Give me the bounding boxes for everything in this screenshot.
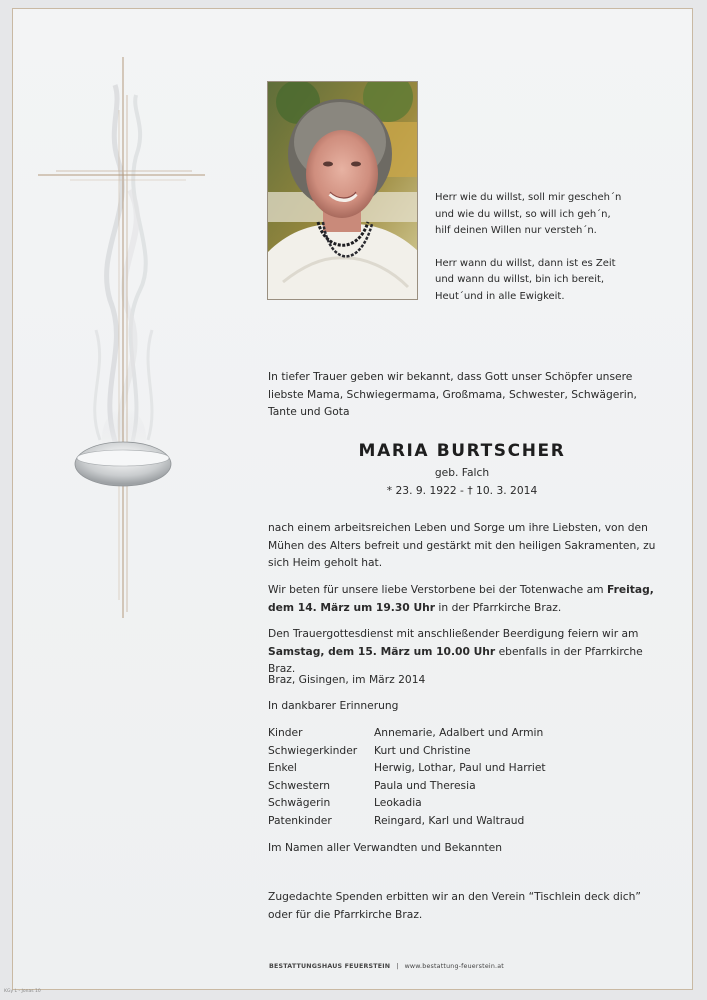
footer-firm: BESTATTUNGSHAUS FEUERSTEIN xyxy=(269,963,391,970)
family-row xyxy=(268,724,546,742)
closing-line xyxy=(268,839,658,857)
closing-text: Im Namen aller Verwandten und Bekannten xyxy=(268,841,503,854)
funeral-date: Samstag, dem 15. März um 10.00 Uhr xyxy=(268,644,496,658)
poem xyxy=(435,190,675,321)
family-row xyxy=(268,759,546,777)
family-relation: Schwiegerkinder xyxy=(268,743,358,757)
family-relation: Patenkinder xyxy=(268,813,332,827)
footer-website: www.bestattung-feuerstein.at xyxy=(404,963,504,970)
family-names: Paula und Theresia xyxy=(374,778,476,792)
memory-text: In dankbarer Erinnerung xyxy=(268,699,399,712)
place-date-text: Braz, Gisingen, im März 2014 xyxy=(268,673,426,686)
family-names: Leokadia xyxy=(374,796,422,810)
family-names: Annemarie, Adalbert und Armin xyxy=(374,726,544,739)
family-relation: Schwägerin xyxy=(268,796,331,810)
family-names: Herwig, Lothar, Paul und Harriet xyxy=(374,761,546,775)
family-row xyxy=(268,794,546,812)
donations-note xyxy=(268,888,658,923)
donations-text: Zugedachte Spenden erbitten wir an den Verein “Tischlein deck dich” oder für die Pfarrkirche Braz. xyxy=(268,890,641,921)
vigil-date: Freitag, dem 14. März um 19.30 Uhr xyxy=(268,583,654,614)
funeral-pre: Den Trauergottesdienst mit anschließender Beerdigung feiern wir am xyxy=(268,627,639,640)
life-dates: * 23. 9. 1922 - † 10. 3. 2014 xyxy=(386,484,538,497)
funeral-text xyxy=(268,625,658,678)
portrait-photo xyxy=(267,81,418,300)
poem-stanza-2: Herr wann du willst, dann ist es Zeit und wann du willst, bin ich bereit, Heut´und in alle Ewigkeit. xyxy=(435,257,616,302)
poem-stanza-1: Herr wie du willst, soll mir gescheh´n und wie du willst, so will ich geh´n, hilf deinen Willen nur versteh´n. xyxy=(435,192,622,236)
family-names: Kurt und Christine xyxy=(374,743,471,757)
family-relation: Enkel xyxy=(268,761,297,775)
vigil-text xyxy=(268,581,658,616)
intro-paragraph: In tiefer Trauer geben wir bekannt, dass Gott unser Schöpfer unsere liebste Mama, Schwiegermama, Großmama, Schwester, Schwägerin, Tante und Gota xyxy=(268,370,637,418)
body-paragraph: nach einem arbeitsreichen Leben und Sorge um ihre Liebsten, von den Mühen des Alters befreit und gestärkt mit den heiligen Sakramenten, zu sich Heim geholt hat. xyxy=(268,521,656,569)
family-names: Reingard, Karl und Waltraud xyxy=(374,813,525,827)
intro-text xyxy=(268,368,658,421)
corner-note: KGy L - Jonas 10 xyxy=(4,989,41,994)
family-list xyxy=(268,724,546,830)
footer-separator: | xyxy=(396,963,399,970)
vigil-pre: Wir beten für unsere liebe Verstorbene bei der Totenwache am xyxy=(268,583,607,596)
place-date xyxy=(268,671,658,689)
vigil-post: in der Pfarrkirche Braz. xyxy=(435,600,562,614)
family-row xyxy=(268,742,546,760)
memory-line xyxy=(268,697,658,715)
body-text xyxy=(268,519,658,572)
footer xyxy=(269,963,504,970)
funeral-post: ebenfalls in der Pfarrkirche Braz. xyxy=(268,644,643,675)
family-row xyxy=(268,777,546,795)
family-relation: Schwestern xyxy=(268,778,331,792)
family-row xyxy=(268,812,546,830)
birth-name: geb. Falch xyxy=(434,466,490,479)
deceased-name: MARIA BURTSCHER xyxy=(358,441,566,461)
funeral-paragraph xyxy=(268,625,658,678)
family-relation: Kinder xyxy=(268,726,303,739)
vigil-paragraph xyxy=(268,581,658,616)
